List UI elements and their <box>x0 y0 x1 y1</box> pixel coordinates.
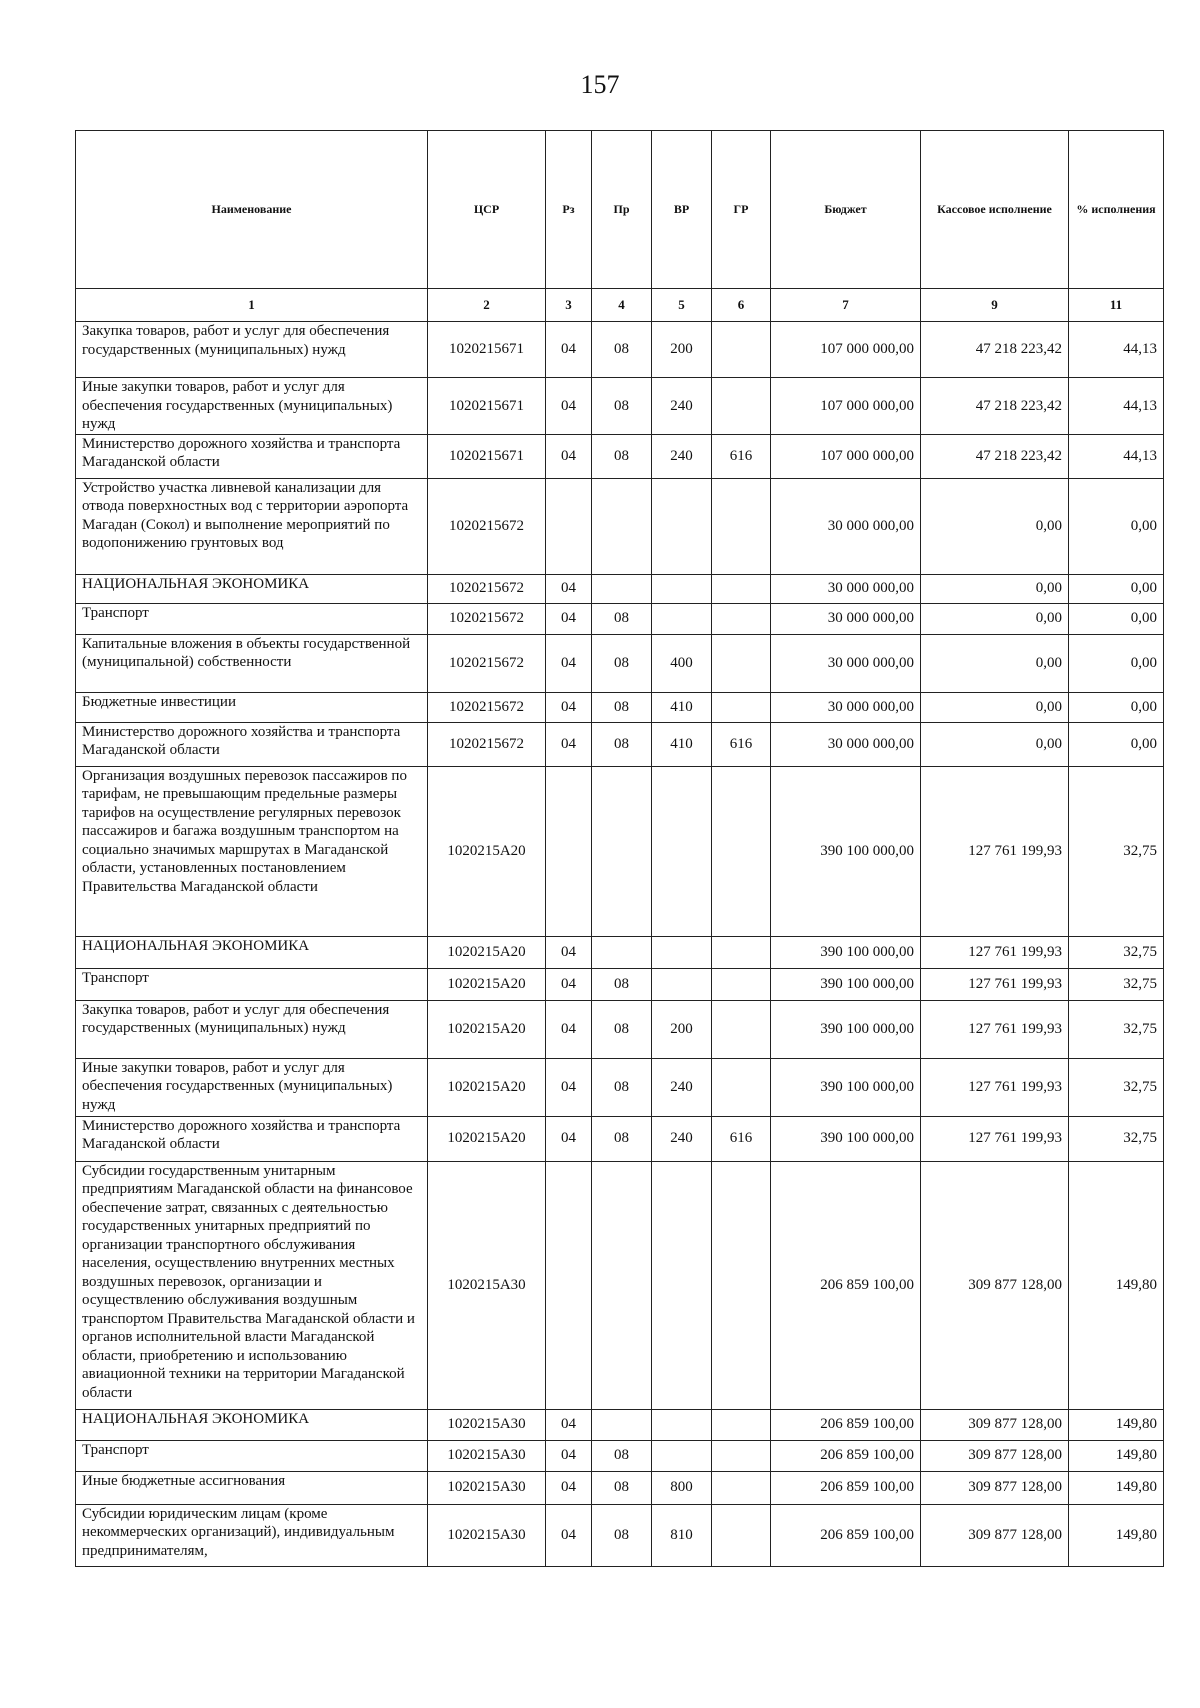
row-budget: 206 859 100,00 <box>771 1409 921 1440</box>
row-cash: 47 218 223,42 <box>921 322 1069 378</box>
table-row <box>76 1409 1164 1440</box>
row-cash: 127 761 199,93 <box>921 1116 1069 1161</box>
row-percent: 149,80 <box>1069 1471 1164 1504</box>
row-rz: 04 <box>546 603 592 634</box>
row-budget: 390 100 000,00 <box>771 1000 921 1058</box>
row-rz: 04 <box>546 1471 592 1504</box>
row-budget: 30 000 000,00 <box>771 692 921 722</box>
row-cash: 0,00 <box>921 478 1069 574</box>
row-cash: 47 218 223,42 <box>921 434 1069 478</box>
row-vr <box>652 936 712 968</box>
row-gr <box>712 634 771 692</box>
row-csr: 1020215672 <box>428 722 546 766</box>
row-vr <box>652 968 712 1000</box>
header-csr: ЦСР <box>428 131 546 289</box>
row-percent: 44,13 <box>1069 378 1164 435</box>
table-row <box>76 378 1164 435</box>
row-budget: 206 859 100,00 <box>771 1471 921 1504</box>
row-cash: 0,00 <box>921 574 1069 603</box>
row-gr <box>712 936 771 968</box>
row-csr: 1020215А20 <box>428 936 546 968</box>
row-gr <box>712 478 771 574</box>
row-percent: 0,00 <box>1069 478 1164 574</box>
row-gr: 616 <box>712 434 771 478</box>
row-cash: 0,00 <box>921 692 1069 722</box>
row-rz <box>546 766 592 936</box>
row-vr: 800 <box>652 1471 712 1504</box>
row-name: Устройство участка ливневой канализации для отвода поверхностных вод с территории аэропорта Магадан (Сокол) и выполнение мероприятий по водопонижению грунтовых вод <box>76 478 428 574</box>
row-vr: 400 <box>652 634 712 692</box>
row-cash: 309 877 128,00 <box>921 1161 1069 1409</box>
row-csr: 1020215А30 <box>428 1409 546 1440</box>
row-percent: 0,00 <box>1069 692 1164 722</box>
row-name: Организация воздушных перевозок пассажиров по тарифам, не превышающим предельные размеры тарифов на осуществление регулярных перевозок пассажиров и багажа воздушным транспортом на социально значимых маршрутах в Магаданской области, установленных постановлением Правительства Магаданской области <box>76 766 428 936</box>
row-vr <box>652 574 712 603</box>
row-pr: 08 <box>592 722 652 766</box>
header-rz: Рз <box>546 131 592 289</box>
row-percent: 32,75 <box>1069 766 1164 936</box>
table-row <box>76 722 1164 766</box>
row-csr: 1020215671 <box>428 322 546 378</box>
row-gr <box>712 378 771 435</box>
row-vr <box>652 766 712 936</box>
row-budget: 30 000 000,00 <box>771 478 921 574</box>
row-percent: 149,80 <box>1069 1440 1164 1471</box>
header-name: Наименование <box>76 131 428 289</box>
header-gr: ГР <box>712 131 771 289</box>
row-vr: 240 <box>652 1058 712 1116</box>
row-vr: 410 <box>652 692 712 722</box>
table-row <box>76 936 1164 968</box>
column-number: 1 <box>76 289 428 322</box>
row-cash: 47 218 223,42 <box>921 378 1069 435</box>
table-row <box>76 1116 1164 1161</box>
row-name: Министерство дорожного хозяйства и транспорта Магаданской области <box>76 722 428 766</box>
row-name: Бюджетные инвестиции <box>76 692 428 722</box>
row-vr: 240 <box>652 1116 712 1161</box>
row-percent: 149,80 <box>1069 1161 1164 1409</box>
row-cash: 127 761 199,93 <box>921 1000 1069 1058</box>
row-pr: 08 <box>592 1471 652 1504</box>
row-name: Министерство дорожного хозяйства и транспорта Магаданской области <box>76 434 428 478</box>
column-number: 4 <box>592 289 652 322</box>
row-csr: 1020215А20 <box>428 766 546 936</box>
row-budget: 390 100 000,00 <box>771 766 921 936</box>
row-name: Транспорт <box>76 1440 428 1471</box>
row-budget: 390 100 000,00 <box>771 936 921 968</box>
row-vr <box>652 1409 712 1440</box>
header-cash-execution: Кассовое исполнение <box>921 131 1069 289</box>
row-pr <box>592 574 652 603</box>
row-budget: 30 000 000,00 <box>771 603 921 634</box>
row-rz: 04 <box>546 322 592 378</box>
row-pr: 08 <box>592 692 652 722</box>
table-row <box>76 1471 1164 1504</box>
row-csr: 1020215672 <box>428 692 546 722</box>
page-number: 157 <box>580 70 620 99</box>
row-name: Министерство дорожного хозяйства и транспорта Магаданской области <box>76 1116 428 1161</box>
row-cash: 127 761 199,93 <box>921 936 1069 968</box>
column-number: 7 <box>771 289 921 322</box>
row-vr: 200 <box>652 1000 712 1058</box>
row-percent: 149,80 <box>1069 1409 1164 1440</box>
row-percent: 0,00 <box>1069 634 1164 692</box>
row-gr <box>712 766 771 936</box>
row-pr: 08 <box>592 434 652 478</box>
row-budget: 107 000 000,00 <box>771 434 921 478</box>
column-number: 11 <box>1069 289 1164 322</box>
row-pr: 08 <box>592 378 652 435</box>
row-budget: 390 100 000,00 <box>771 1058 921 1116</box>
header-row <box>76 131 1164 289</box>
row-gr <box>712 692 771 722</box>
table-row <box>76 1058 1164 1116</box>
row-gr <box>712 1000 771 1058</box>
table-row <box>76 1504 1164 1566</box>
row-name: Закупка товаров, работ и услуг для обеспечения государственных (муниципальных) нужд <box>76 1000 428 1058</box>
row-csr: 1020215А20 <box>428 1000 546 1058</box>
table-row <box>76 322 1164 378</box>
row-name: НАЦИОНАЛЬНАЯ ЭКОНОМИКА <box>76 1409 428 1440</box>
row-budget: 206 859 100,00 <box>771 1504 921 1566</box>
row-csr: 1020215671 <box>428 378 546 435</box>
row-cash: 127 761 199,93 <box>921 968 1069 1000</box>
row-rz: 04 <box>546 936 592 968</box>
row-vr: 200 <box>652 322 712 378</box>
row-rz: 04 <box>546 574 592 603</box>
row-pr: 08 <box>592 1116 652 1161</box>
row-pr: 08 <box>592 1000 652 1058</box>
row-vr <box>652 1161 712 1409</box>
row-csr: 1020215672 <box>428 478 546 574</box>
row-rz: 04 <box>546 968 592 1000</box>
row-percent: 32,75 <box>1069 968 1164 1000</box>
row-pr: 08 <box>592 968 652 1000</box>
row-name: Иные закупки товаров, работ и услуг для обеспечения государственных (муниципальных) нужд <box>76 378 428 435</box>
row-gr <box>712 574 771 603</box>
row-rz: 04 <box>546 1058 592 1116</box>
row-csr: 1020215А20 <box>428 1116 546 1161</box>
row-cash: 309 877 128,00 <box>921 1471 1069 1504</box>
table-row <box>76 1440 1164 1471</box>
row-cash: 0,00 <box>921 634 1069 692</box>
row-vr: 240 <box>652 378 712 435</box>
row-percent: 44,13 <box>1069 434 1164 478</box>
row-budget: 206 859 100,00 <box>771 1440 921 1471</box>
row-csr: 1020215А30 <box>428 1440 546 1471</box>
row-gr: 616 <box>712 722 771 766</box>
row-name: Иные закупки товаров, работ и услуг для обеспечения государственных (муниципальных) нужд <box>76 1058 428 1116</box>
row-gr <box>712 1161 771 1409</box>
row-budget: 107 000 000,00 <box>771 378 921 435</box>
header-pr: Пр <box>592 131 652 289</box>
row-gr <box>712 1471 771 1504</box>
table-row <box>76 766 1164 936</box>
table-row <box>76 692 1164 722</box>
row-gr: 616 <box>712 1116 771 1161</box>
row-name: Закупка товаров, работ и услуг для обеспечения государственных (муниципальных) нужд <box>76 322 428 378</box>
row-csr: 1020215А30 <box>428 1504 546 1566</box>
row-csr: 1020215672 <box>428 574 546 603</box>
row-csr: 1020215А20 <box>428 968 546 1000</box>
row-pr: 08 <box>592 1504 652 1566</box>
row-budget: 30 000 000,00 <box>771 722 921 766</box>
row-budget: 206 859 100,00 <box>771 1161 921 1409</box>
row-budget: 390 100 000,00 <box>771 968 921 1000</box>
row-percent: 0,00 <box>1069 722 1164 766</box>
table-row <box>76 968 1164 1000</box>
row-pr: 08 <box>592 634 652 692</box>
row-percent: 32,75 <box>1069 1058 1164 1116</box>
row-percent: 149,80 <box>1069 1504 1164 1566</box>
row-percent: 0,00 <box>1069 574 1164 603</box>
row-name: НАЦИОНАЛЬНАЯ ЭКОНОМИКА <box>76 574 428 603</box>
row-pr <box>592 1409 652 1440</box>
column-number: 9 <box>921 289 1069 322</box>
row-name: Субсидии юридическим лицам (кроме некоммерческих организаций), индивидуальным предпринимателям, <box>76 1504 428 1566</box>
row-cash: 309 877 128,00 <box>921 1440 1069 1471</box>
row-vr: 810 <box>652 1504 712 1566</box>
column-number: 2 <box>428 289 546 322</box>
row-rz: 04 <box>546 1116 592 1161</box>
row-budget: 390 100 000,00 <box>771 1116 921 1161</box>
row-name: Капитальные вложения в объекты государственной (муниципальной) собственности <box>76 634 428 692</box>
row-csr: 1020215671 <box>428 434 546 478</box>
header-percent-execution: % исполнения <box>1069 131 1164 289</box>
row-gr <box>712 968 771 1000</box>
table-row <box>76 603 1164 634</box>
row-percent: 32,75 <box>1069 1000 1164 1058</box>
row-gr <box>712 1058 771 1116</box>
row-gr <box>712 1409 771 1440</box>
column-number: 6 <box>712 289 771 322</box>
header-budget: Бюджет <box>771 131 921 289</box>
row-cash: 0,00 <box>921 722 1069 766</box>
row-gr <box>712 1440 771 1471</box>
row-rz: 04 <box>546 1409 592 1440</box>
row-budget: 107 000 000,00 <box>771 322 921 378</box>
row-vr <box>652 603 712 634</box>
row-rz <box>546 1161 592 1409</box>
row-cash: 309 877 128,00 <box>921 1504 1069 1566</box>
row-name: НАЦИОНАЛЬНАЯ ЭКОНОМИКА <box>76 936 428 968</box>
row-rz: 04 <box>546 722 592 766</box>
row-name: Иные бюджетные ассигнования <box>76 1471 428 1504</box>
header-vr: ВР <box>652 131 712 289</box>
row-vr: 240 <box>652 434 712 478</box>
table-row <box>76 574 1164 603</box>
row-percent: 32,75 <box>1069 1116 1164 1161</box>
row-name: Транспорт <box>76 968 428 1000</box>
row-cash: 127 761 199,93 <box>921 766 1069 936</box>
row-rz: 04 <box>546 378 592 435</box>
row-pr: 08 <box>592 322 652 378</box>
row-percent: 0,00 <box>1069 603 1164 634</box>
row-cash: 127 761 199,93 <box>921 1058 1069 1116</box>
row-percent: 32,75 <box>1069 936 1164 968</box>
row-vr <box>652 478 712 574</box>
row-vr: 410 <box>652 722 712 766</box>
row-pr <box>592 766 652 936</box>
row-percent: 44,13 <box>1069 322 1164 378</box>
table-row <box>76 634 1164 692</box>
row-rz: 04 <box>546 692 592 722</box>
row-rz: 04 <box>546 1504 592 1566</box>
row-csr: 1020215А30 <box>428 1471 546 1504</box>
row-csr: 1020215672 <box>428 603 546 634</box>
row-name: Субсидии государственным унитарным предприятиям Магаданской области на финансовое обеспечение затрат, связанных с деятельностью государственных унитарных предприятий по организации транспортного обслуживания населения, осуществлению внутренних местных воздушных перевозок, организации и осуществлению обслуживания воздушным транспортом Правительства Магаданской области и органов исполнительной власти Магаданской области, приобретению и использованию авиационной техники на территории Магаданской области <box>76 1161 428 1409</box>
row-budget: 30 000 000,00 <box>771 574 921 603</box>
row-pr <box>592 1161 652 1409</box>
row-name: Транспорт <box>76 603 428 634</box>
table-row <box>76 478 1164 574</box>
table-row <box>76 434 1164 478</box>
row-csr: 1020215А20 <box>428 1058 546 1116</box>
row-pr <box>592 478 652 574</box>
row-rz: 04 <box>546 434 592 478</box>
column-number-row <box>76 289 1164 322</box>
row-rz: 04 <box>546 1440 592 1471</box>
table-row <box>76 1161 1164 1409</box>
row-csr: 1020215А30 <box>428 1161 546 1409</box>
row-pr: 08 <box>592 1440 652 1471</box>
row-pr <box>592 936 652 968</box>
row-cash: 0,00 <box>921 603 1069 634</box>
row-cash: 309 877 128,00 <box>921 1409 1069 1440</box>
row-pr: 08 <box>592 1058 652 1116</box>
column-number: 5 <box>652 289 712 322</box>
row-pr: 08 <box>592 603 652 634</box>
column-number: 3 <box>546 289 592 322</box>
row-csr: 1020215672 <box>428 634 546 692</box>
row-rz: 04 <box>546 1000 592 1058</box>
row-gr <box>712 603 771 634</box>
table-row <box>76 1000 1164 1058</box>
budget-execution-table <box>75 130 1164 1567</box>
row-rz <box>546 478 592 574</box>
row-rz: 04 <box>546 634 592 692</box>
row-budget: 30 000 000,00 <box>771 634 921 692</box>
row-gr <box>712 322 771 378</box>
row-gr <box>712 1504 771 1566</box>
row-vr <box>652 1440 712 1471</box>
